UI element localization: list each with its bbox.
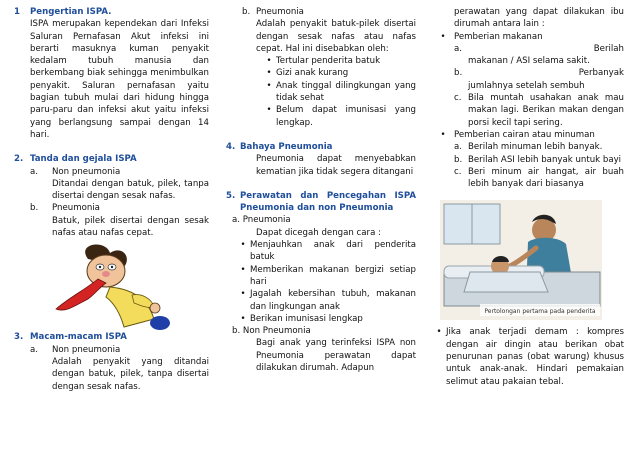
section-4-body: Pneumonia dapat menyebabkan kematian jika tidak segera ditangani bbox=[256, 154, 416, 177]
section-3-heading: 3. Macam-macam ISPA bbox=[14, 332, 127, 343]
list-item: • Pemberian cairan atau minuman bbox=[440, 129, 595, 140]
list-item: • Pemberian makanan bbox=[440, 31, 543, 42]
list-item: • Jika anak terjadi demam : kompres dengan air dingin atau berikan obat penurunan panas (obat warung) khusus untuk anak-anak. Hindari pemakaian selimut atau pakaian tebal. bbox=[436, 327, 624, 387]
section-4-heading: 4. Bahaya Pneumonia bbox=[226, 141, 333, 152]
section-1-body: ISPA merupakan kependekan dari Infeksi Saluran Pernafasan Akut infeksi ini berarti masuknya kuman penyakit kedalam tubuh manusia dan berkembang biak sehingga menimbulkan penyakit. Saluran pernafasan yaitu bagian tubuh mulai dari hidung hingga paru-paru dan infeksi akut yaitu infeksi yang berlangsung sampai dengan 14 hari. bbox=[30, 19, 209, 140]
list-item: • Gizi anak kurang bbox=[266, 68, 349, 79]
coughing-illustration bbox=[14, 239, 209, 331]
list-item: • Jagalah kebersihan tubuh, makanan dan lingkungan anak bbox=[240, 289, 416, 312]
mother-caring-icon bbox=[440, 200, 602, 320]
coughing-person-icon bbox=[36, 241, 186, 333]
section-2-heading: 2. Tanda dan gejala ISPA bbox=[14, 154, 137, 165]
column-1 bbox=[14, 6, 209, 393]
column-3: perawatan yang dapat dilakukan ibu dirumah antara lain : • Pemberian makanan a. Berilah makanan / ASI selama sakit. b. Perbanyak jumlahnya setelah sembuh c. Bila muntah usahakan anak mau makan lagi. Berikan makan dengan porsi kecil tapi sering. • Pemberian cairan atau minuman a. Berilah minuman lebih banyak. b. Berilah ASI lebih banyak untuk bayi c. Beri minum air hangat, air buah lebih banyak dari biasanya Pertolongan pertama pada penderita • Jika anak terjadi demam : kompres dengan air dingin atau berikan obat penurunan panas (obat warung) khusus untuk anak-anak. Hindari pemakaian selimut atau pakaian tebal. bbox=[432, 6, 624, 388]
list-item: • Anak tinggal dilingkungan yang tidak sehat bbox=[266, 80, 416, 104]
list-item: • Belum dapat imunisasi yang lengkap. bbox=[266, 105, 416, 128]
section-2a: a. Non pneumonia Ditandai dengan batuk, pilek, tanpa disertai dengan sesak nafas. bbox=[30, 166, 209, 202]
section-5-heading: 5. Perawatan dan Pencegahan ISPA Pneumonia dan non Pneumonia bbox=[226, 190, 416, 214]
list-item: • Memberikan makanan bergizi setiap hari bbox=[240, 264, 416, 287]
list-item: • Tertular penderita batuk bbox=[266, 56, 381, 67]
section-3a: a. Non pneumonia Adalah penyakit yang ditandai dengan batuk, pilek, tanpa disertai dengan sesak nafas. bbox=[30, 344, 209, 392]
list-item: • Menjauhkan anak dari penderita batuk bbox=[240, 240, 416, 263]
section-2b: b. Pneumonia Batuk, pilek disertai dengan sesak nafas atau nafas cepat. bbox=[30, 203, 209, 239]
list-item: • Berikan imunisasi lengkap bbox=[240, 313, 363, 324]
illustration-caption: Pertolongan pertama pada penderita bbox=[484, 308, 596, 316]
column-2: b. Pneumonia Adalah penyakit batuk-pilek disertai dengan sesak nafas atau nafas cepat. Hal ini disebabkan oleh: • Tertular penderita batuk • Gizi anak kurang • Anak tinggal dilingkungan yang tidak sehat • Belum dapat imunisasi yang lengkap. 4. Bahaya Pneumonia Pneumonia dapat menyebabkan kematian jika tidak segera ditangani 5. Perawatan dan Pencegahan ISPA Pneumonia dan non Pneumonia a. Pneumonia Dapat dicegah dengan cara : • Menjauhkan anak dari penderita batuk • Memberikan makanan bergizi setiap hari • Jagalah kebersihan tubuh, makanan dan lingkungan anak • Berikan imunisasi lengkap b. Non Pneumonia Bagi anak yang terinfeksi ISPA non Pneumonia perawatan dapat dilakukan dirumah. Adapun bbox=[226, 7, 416, 374]
care-illustration bbox=[432, 198, 624, 326]
section-1-heading: 1 Pengertian ISPA. bbox=[14, 7, 112, 17]
pneumonia-section: b. Pneumonia Adalah penyakit batuk-pilek disertai dengan sesak nafas atau nafas cepat. Hal ini disebabkan oleh: • Tertular penderita batuk • Gizi anak kurang • Anak tinggal dilingkungan yang tidak sehat • Belum dapat imunisasi yang lengkap. bbox=[242, 7, 416, 128]
